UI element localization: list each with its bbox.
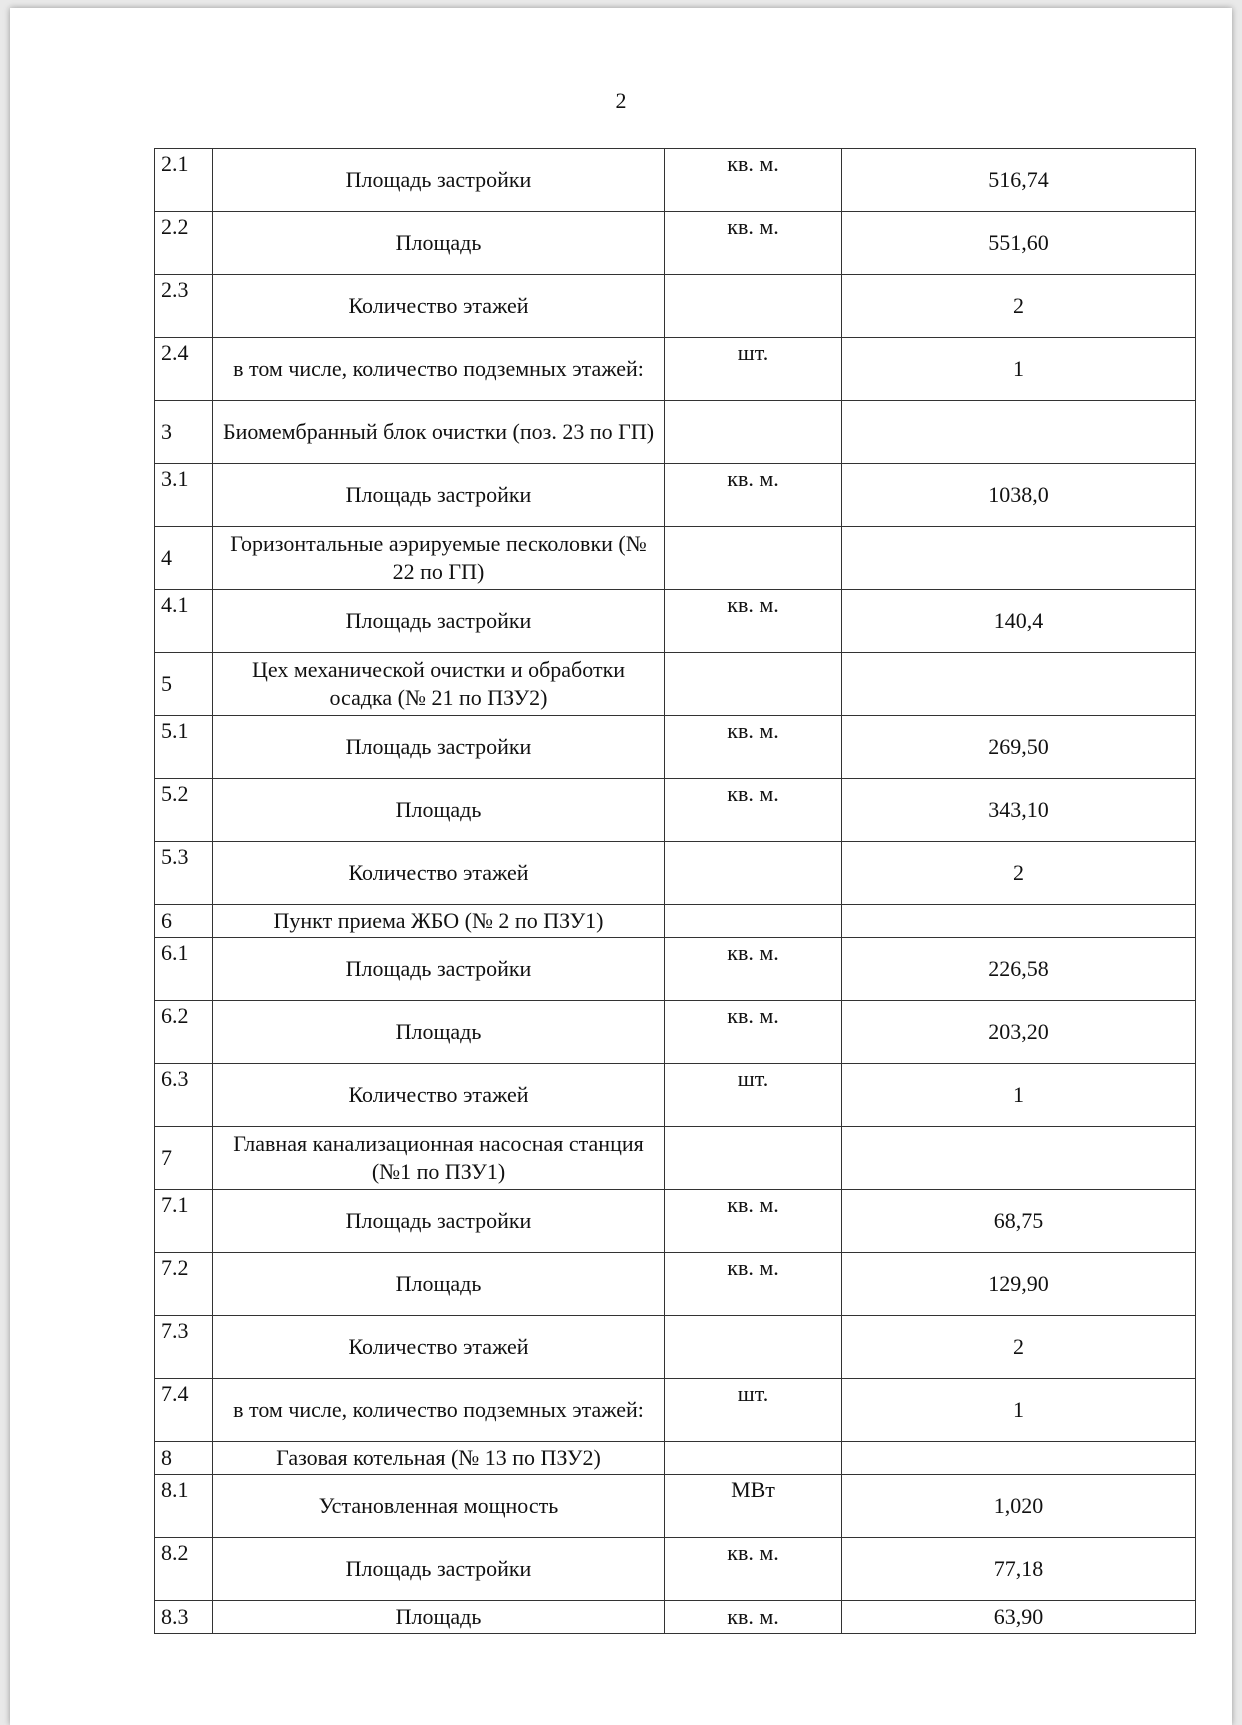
row-value-cell: 68,75 (842, 1190, 1196, 1253)
table-row (155, 590, 1196, 653)
table-row (155, 1379, 1196, 1442)
row-unit-cell (665, 905, 842, 938)
row-value-cell (842, 905, 1196, 938)
row-name-cell: Площадь застройки (213, 716, 665, 779)
row-name-cell: Площадь (213, 1601, 665, 1634)
table-row (155, 1253, 1196, 1316)
row-name-cell: Горизонтальные аэрируемые песколовки (№ 22 по ГП) (213, 527, 665, 590)
row-unit-cell: кв. м. (665, 149, 842, 212)
table-section-row (155, 1442, 1196, 1475)
row-number-cell: 5.1 (155, 716, 213, 779)
row-number-cell: 2.4 (155, 338, 213, 401)
table-section-row (155, 905, 1196, 938)
row-unit-cell: кв. м. (665, 590, 842, 653)
row-number-cell: 6.3 (155, 1064, 213, 1127)
table-row (155, 1538, 1196, 1601)
row-value-cell: 516,74 (842, 149, 1196, 212)
row-number-cell: 5.3 (155, 842, 213, 905)
row-name-cell: Пункт приема ЖБО (№ 2 по ПЗУ1) (213, 905, 665, 938)
table-row (155, 716, 1196, 779)
row-value-cell: 343,10 (842, 779, 1196, 842)
row-unit-cell (665, 842, 842, 905)
row-unit-cell: кв. м. (665, 716, 842, 779)
row-unit-cell: кв. м. (665, 1001, 842, 1064)
row-name-cell: Площадь (213, 779, 665, 842)
row-value-cell: 2 (842, 275, 1196, 338)
row-number-cell: 4 (155, 527, 213, 590)
row-unit-cell: кв. м. (665, 779, 842, 842)
row-value-cell: 129,90 (842, 1253, 1196, 1316)
row-unit-cell (665, 401, 842, 464)
row-name-cell: Цех механической очистки и обработки осадка (№ 21 по ПЗУ2) (213, 653, 665, 716)
row-number-cell: 5.2 (155, 779, 213, 842)
row-unit-cell (665, 1127, 842, 1190)
table-section-row (155, 1127, 1196, 1190)
row-name-cell: Площадь застройки (213, 1190, 665, 1253)
row-value-cell: 226,58 (842, 938, 1196, 1001)
table-row (155, 212, 1196, 275)
row-value-cell: 1 (842, 338, 1196, 401)
row-unit-cell: кв. м. (665, 212, 842, 275)
row-number-cell: 8.3 (155, 1601, 213, 1634)
row-value-cell (842, 1127, 1196, 1190)
row-number-cell: 2.3 (155, 275, 213, 338)
table-row (155, 1001, 1196, 1064)
table-row (155, 1316, 1196, 1379)
row-name-cell: Площадь (213, 212, 665, 275)
row-name-cell: в том числе, количество подземных этажей: (213, 338, 665, 401)
table-row (155, 1475, 1196, 1538)
row-unit-cell: шт. (665, 1379, 842, 1442)
row-name-cell: Установленная мощность (213, 1475, 665, 1538)
row-unit-cell: МВт (665, 1475, 842, 1538)
row-unit-cell: кв. м. (665, 1190, 842, 1253)
row-name-cell: Количество этажей (213, 1316, 665, 1379)
row-value-cell: 1 (842, 1379, 1196, 1442)
row-unit-cell (665, 653, 842, 716)
row-unit-cell: кв. м. (665, 464, 842, 527)
row-unit-cell (665, 275, 842, 338)
row-number-cell: 7.2 (155, 1253, 213, 1316)
row-name-cell: Количество этажей (213, 842, 665, 905)
table-row (155, 464, 1196, 527)
row-value-cell: 551,60 (842, 212, 1196, 275)
row-number-cell: 8 (155, 1442, 213, 1475)
table-row (155, 149, 1196, 212)
row-value-cell: 1038,0 (842, 464, 1196, 527)
row-unit-cell: шт. (665, 338, 842, 401)
row-number-cell: 7.1 (155, 1190, 213, 1253)
row-number-cell: 6.1 (155, 938, 213, 1001)
table-row (155, 1064, 1196, 1127)
table-row (155, 779, 1196, 842)
row-number-cell: 5 (155, 653, 213, 716)
parameters-table (154, 148, 1196, 1634)
row-number-cell: 6.2 (155, 1001, 213, 1064)
row-name-cell: Площадь застройки (213, 464, 665, 527)
row-unit-cell: кв. м. (665, 1253, 842, 1316)
row-value-cell: 1 (842, 1064, 1196, 1127)
row-unit-cell (665, 1316, 842, 1379)
row-number-cell: 7 (155, 1127, 213, 1190)
row-number-cell: 8.2 (155, 1538, 213, 1601)
row-value-cell (842, 527, 1196, 590)
row-name-cell: Главная канализационная насосная станция (№1 по ПЗУ1) (213, 1127, 665, 1190)
row-name-cell: Площадь застройки (213, 1538, 665, 1601)
table-row (155, 842, 1196, 905)
row-value-cell: 1,020 (842, 1475, 1196, 1538)
row-unit-cell: кв. м. (665, 938, 842, 1001)
row-number-cell: 8.1 (155, 1475, 213, 1538)
row-value-cell: 2 (842, 842, 1196, 905)
row-name-cell: Количество этажей (213, 275, 665, 338)
row-number-cell: 2.1 (155, 149, 213, 212)
row-number-cell: 2.2 (155, 212, 213, 275)
row-unit-cell: шт. (665, 1064, 842, 1127)
row-value-cell: 2 (842, 1316, 1196, 1379)
table-row (155, 1190, 1196, 1253)
table-row (155, 338, 1196, 401)
row-number-cell: 3.1 (155, 464, 213, 527)
row-value-cell (842, 653, 1196, 716)
row-name-cell: Количество этажей (213, 1064, 665, 1127)
row-name-cell: Площадь застройки (213, 149, 665, 212)
row-number-cell: 7.3 (155, 1316, 213, 1379)
table-row (155, 1601, 1196, 1634)
row-value-cell (842, 1442, 1196, 1475)
table-section-row (155, 527, 1196, 590)
row-number-cell: 6 (155, 905, 213, 938)
row-name-cell: Площадь застройки (213, 938, 665, 1001)
row-name-cell: Площадь застройки (213, 590, 665, 653)
table-row (155, 938, 1196, 1001)
row-number-cell: 3 (155, 401, 213, 464)
row-unit-cell (665, 1442, 842, 1475)
row-name-cell: Площадь (213, 1001, 665, 1064)
row-unit-cell (665, 527, 842, 590)
table-section-row (155, 653, 1196, 716)
document-page (10, 8, 1232, 1725)
row-number-cell: 7.4 (155, 1379, 213, 1442)
page-number: 2 (615, 88, 627, 113)
row-value-cell: 77,18 (842, 1538, 1196, 1601)
row-value-cell: 203,20 (842, 1001, 1196, 1064)
table-row (155, 275, 1196, 338)
row-name-cell: Площадь (213, 1253, 665, 1316)
table-section-row (155, 401, 1196, 464)
row-name-cell: Биомембранный блок очистки (поз. 23 по ГП) (213, 401, 665, 464)
table-body (155, 149, 1196, 1634)
row-unit-cell: кв. м. (665, 1601, 842, 1634)
row-value-cell: 140,4 (842, 590, 1196, 653)
row-value-cell: 63,90 (842, 1601, 1196, 1634)
row-value-cell (842, 401, 1196, 464)
row-unit-cell: кв. м. (665, 1538, 842, 1601)
row-number-cell: 4.1 (155, 590, 213, 653)
row-value-cell: 269,50 (842, 716, 1196, 779)
row-name-cell: в том числе, количество подземных этажей: (213, 1379, 665, 1442)
row-name-cell: Газовая котельная (№ 13 по ПЗУ2) (213, 1442, 665, 1475)
